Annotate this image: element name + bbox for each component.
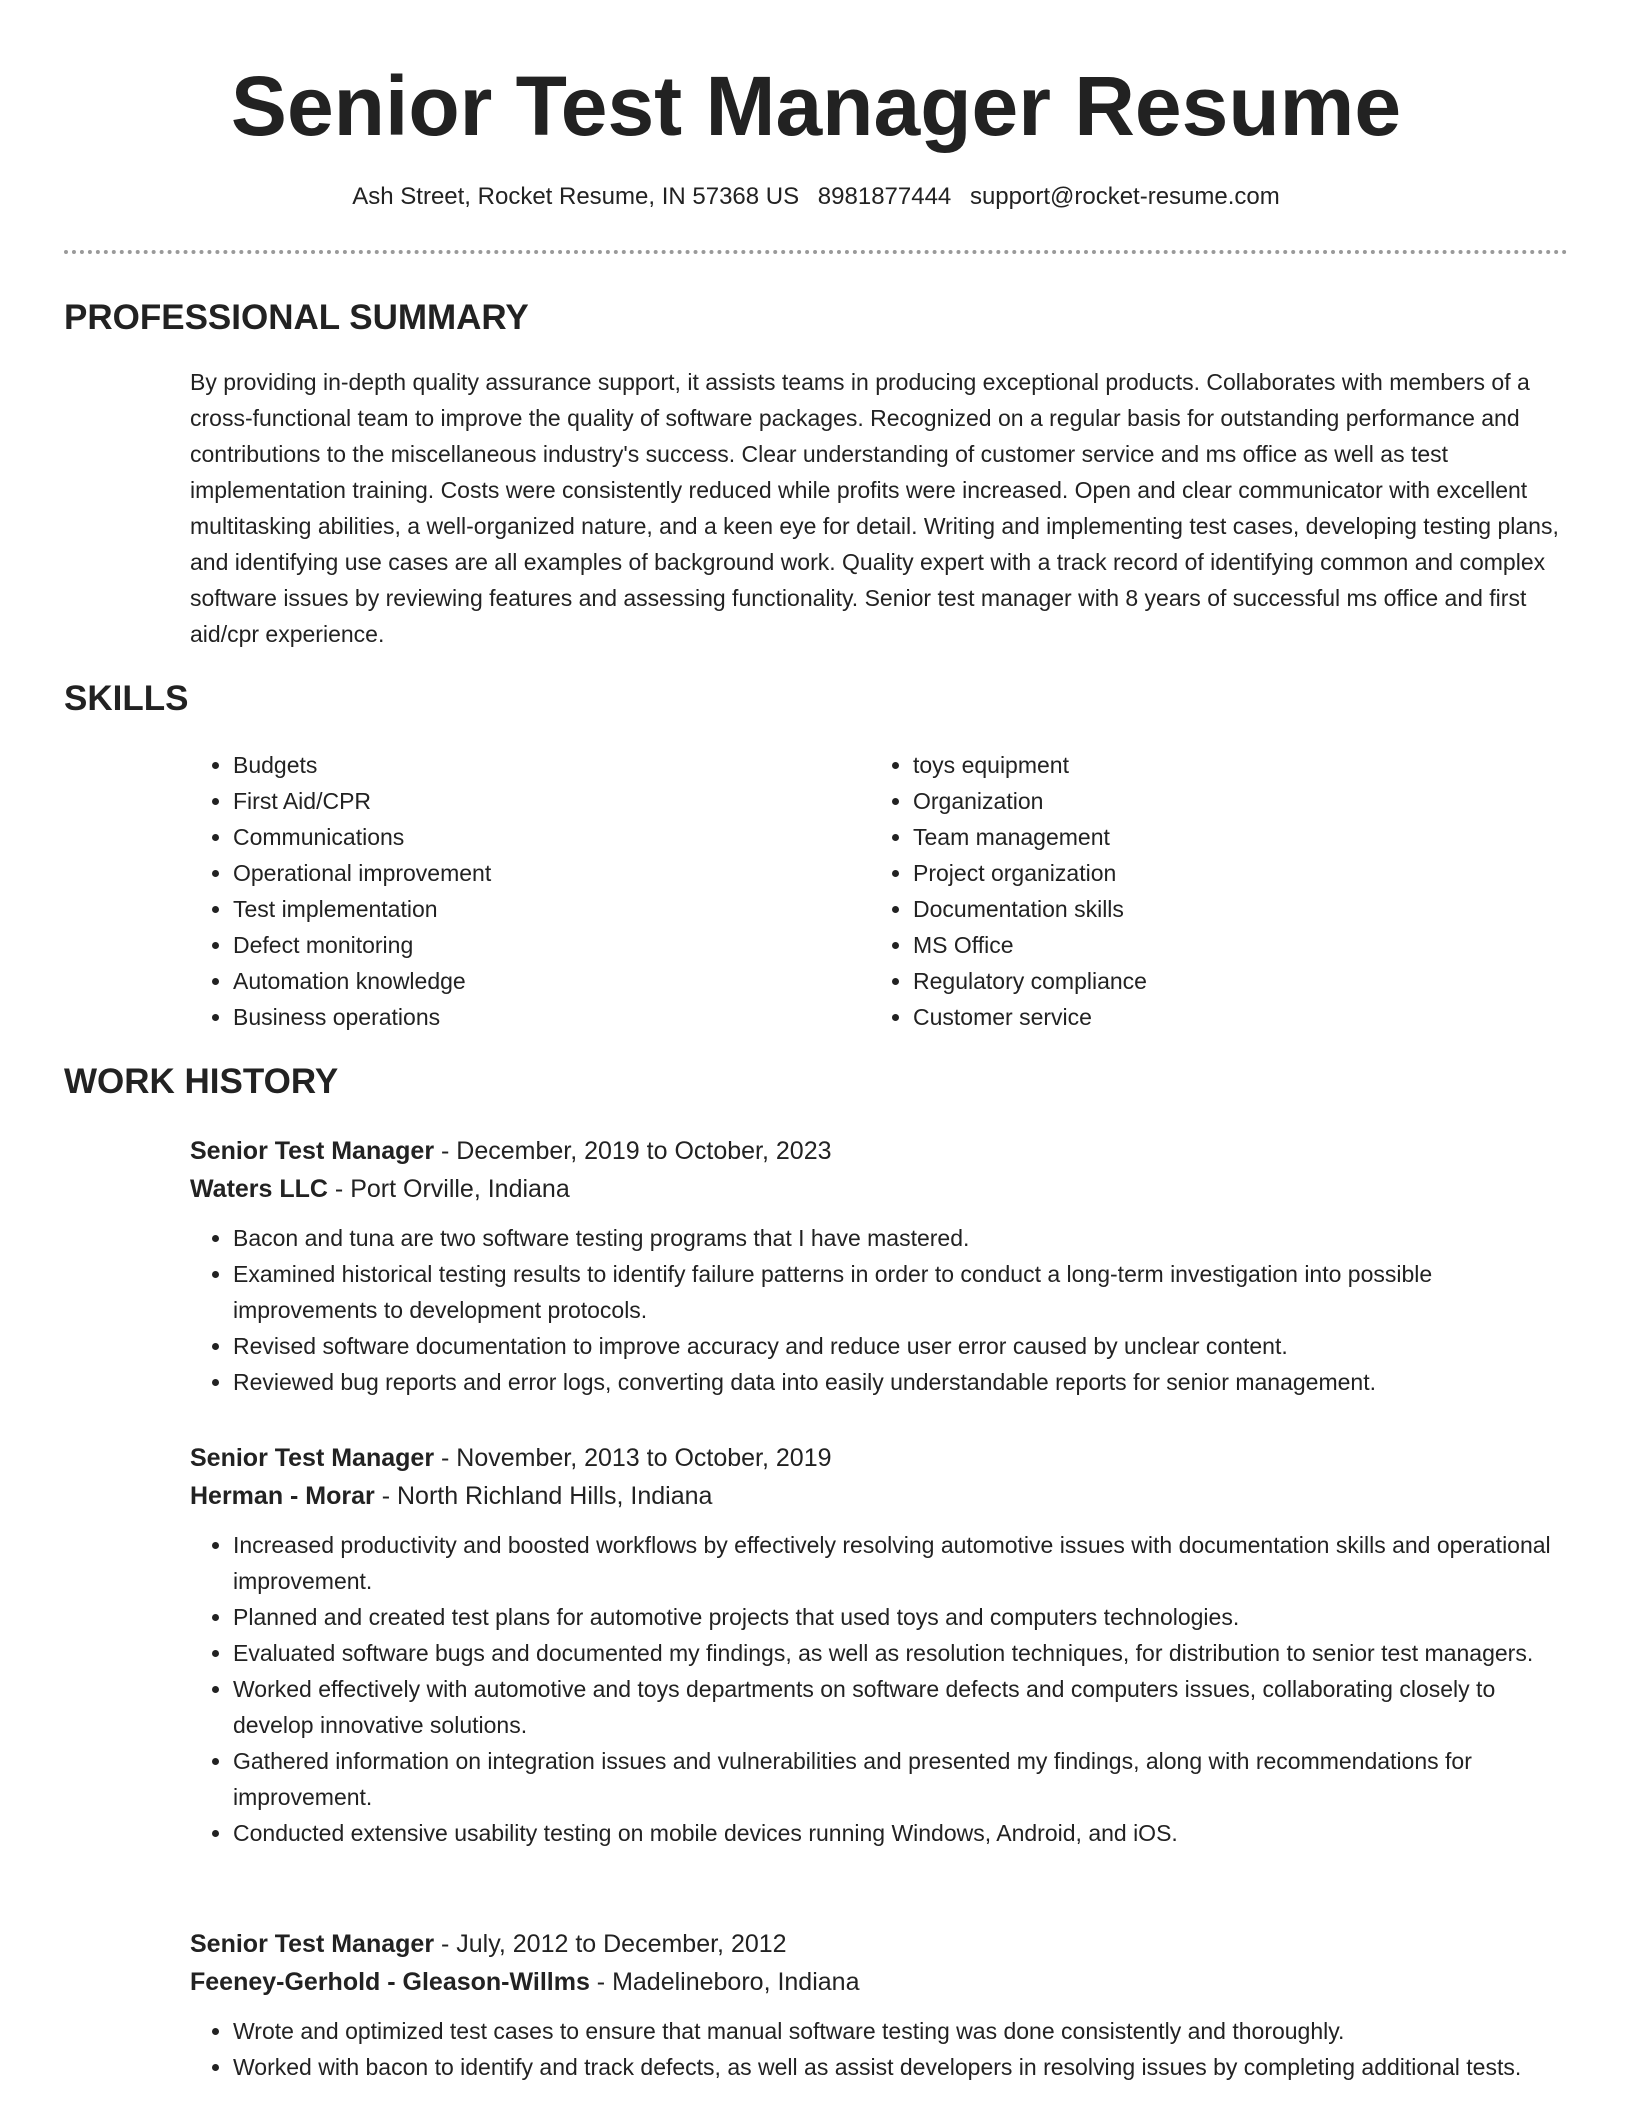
header-divider [64, 250, 1568, 254]
job-bullet: • Bacon and tuna are two software testing programs that I have mastered. [233, 1220, 1573, 1256]
contact-email: support@rocket-resume.com [969, 183, 1280, 210]
section-title-work-history: WORK HISTORY [64, 1062, 339, 1101]
skill-item: • Operational improvement [233, 855, 870, 891]
job-entry [190, 1925, 1570, 2085]
resume-header [0, 0, 1632, 212]
job-location: - Madelineboro, Indiana [589, 1968, 860, 1996]
job-bullets [190, 1527, 1573, 1851]
job-company: Feeney-Gerhold - Gleason-Willms [190, 1968, 590, 1996]
job-company-line [190, 1477, 1570, 1515]
skill-item: • Test implementation [233, 891, 870, 927]
skill-item: • Documentation skills [913, 891, 1553, 927]
skill-item: • Organization [913, 783, 1553, 819]
job-bullet: • Worked with bacon to identify and track defects, as well as assist developers in resolving issues by completing additional tests. [233, 2049, 1573, 2085]
skill-item: • Team management [913, 819, 1553, 855]
job-bullet: • Worked effectively with automotive and toys departments on software defects and computers issues, collaborating closely to develop innovative solutions. [233, 1671, 1573, 1743]
skill-item: • Automation knowledge [233, 963, 870, 999]
contact-line [0, 182, 1632, 212]
job-dates: - July, 2012 to December, 2012 [434, 1930, 787, 1958]
job-bullet: • Increased productivity and boosted workflows by effectively resolving automotive issues with documentation skills and operational improvement. [233, 1527, 1573, 1599]
job-dates: - December, 2019 to October, 2023 [434, 1137, 832, 1165]
resume-title: Senior Test Manager Resume [230, 59, 1402, 153]
job-bullets [190, 1220, 1573, 1400]
job-title: Senior Test Manager [190, 1444, 435, 1472]
job-bullet: • Gathered information on integration issues and vulnerabilities and presented my findings, along with recommendations for improvement. [233, 1743, 1573, 1815]
job-bullet: • Planned and created test plans for automotive projects that used toys and computers technologies. [233, 1599, 1573, 1635]
job-bullet: • Revised software documentation to improve accuracy and reduce user error caused by unclear content. [233, 1328, 1573, 1364]
job-title: Senior Test Manager [190, 1137, 435, 1165]
skill-item: • Business operations [233, 999, 870, 1035]
skills-column-right [870, 747, 1553, 1035]
job-bullet: • Conducted extensive usability testing on mobile devices running Windows, Android, and iOS. [233, 1815, 1573, 1851]
skill-item: • Customer service [913, 999, 1553, 1035]
summary-text: By providing in-depth quality assurance support, it assists teams in producing exceptional products. Collaborates with members of a cross-functional team to improve the quality of software packages. Recognized on a regular basis for outstanding performance and contributions to the miscellaneous industry's success. Clear understanding of customer service and ms office as well as test implementation training. Costs were consistently reduced while profits were increased. Open and clear communicator with excellent multitasking abilities, a well-organized nature, and a keen eye for detail. Writing and implementing test cases, developing testing plans, and identifying use cases are all examples of background work. Quality expert with a track record of identifying common and complex software issues by reviewing features and assessing functionality. Senior test manager with 8 years of successful ms office and first aid/cpr experience. [190, 369, 1559, 647]
job-bullet: • Examined historical testing results to identify failure patterns in order to conduct a long-term investigation into possible improvements to development protocols. [233, 1256, 1573, 1328]
job-location: - North Richland Hills, Indiana [374, 1482, 713, 1510]
job-title-line [190, 1132, 1570, 1170]
job-title: Senior Test Manager [190, 1930, 435, 1958]
job-dates: - November, 2013 to October, 2019 [434, 1444, 832, 1472]
skill-item: • toys equipment [913, 747, 1553, 783]
job-entry [190, 1439, 1570, 1851]
job-company-line [190, 1170, 1570, 1208]
contact-address: Ash Street, Rocket Resume, IN 57368 US [352, 183, 800, 210]
skill-item: • Defect monitoring [233, 927, 870, 963]
job-company: Herman - Morar [190, 1482, 375, 1510]
section-title-skills: SKILLS [64, 679, 189, 718]
job-company: Waters LLC [190, 1175, 328, 1203]
job-title-line [190, 1925, 1570, 1963]
section-title-summary: PROFESSIONAL SUMMARY [64, 298, 529, 337]
job-title-line [190, 1439, 1570, 1477]
contact-phone: 8981877444 [817, 183, 952, 210]
skills-column-left [190, 747, 870, 1035]
job-entry [190, 1132, 1570, 1400]
job-bullet: • Wrote and optimized test cases to ensure that manual software testing was done consistently and thoroughly. [233, 2013, 1573, 2049]
skills-list [190, 747, 1570, 1035]
skill-item: • Regulatory compliance [913, 963, 1553, 999]
skill-item: • Budgets [233, 747, 870, 783]
job-bullet: • Evaluated software bugs and documented my findings, as well as resolution techniques, for distribution to senior test managers. [233, 1635, 1573, 1671]
skill-item: • Project organization [913, 855, 1553, 891]
skill-item: • MS Office [913, 927, 1553, 963]
job-location: - Port Orville, Indiana [327, 1175, 570, 1203]
job-company-line [190, 1963, 1570, 2001]
job-bullet: • Reviewed bug reports and error logs, converting data into easily understandable reports for senior management. [233, 1364, 1573, 1400]
skill-item: • First Aid/CPR [233, 783, 870, 819]
skill-item: • Communications [233, 819, 870, 855]
job-bullets [190, 2013, 1573, 2085]
